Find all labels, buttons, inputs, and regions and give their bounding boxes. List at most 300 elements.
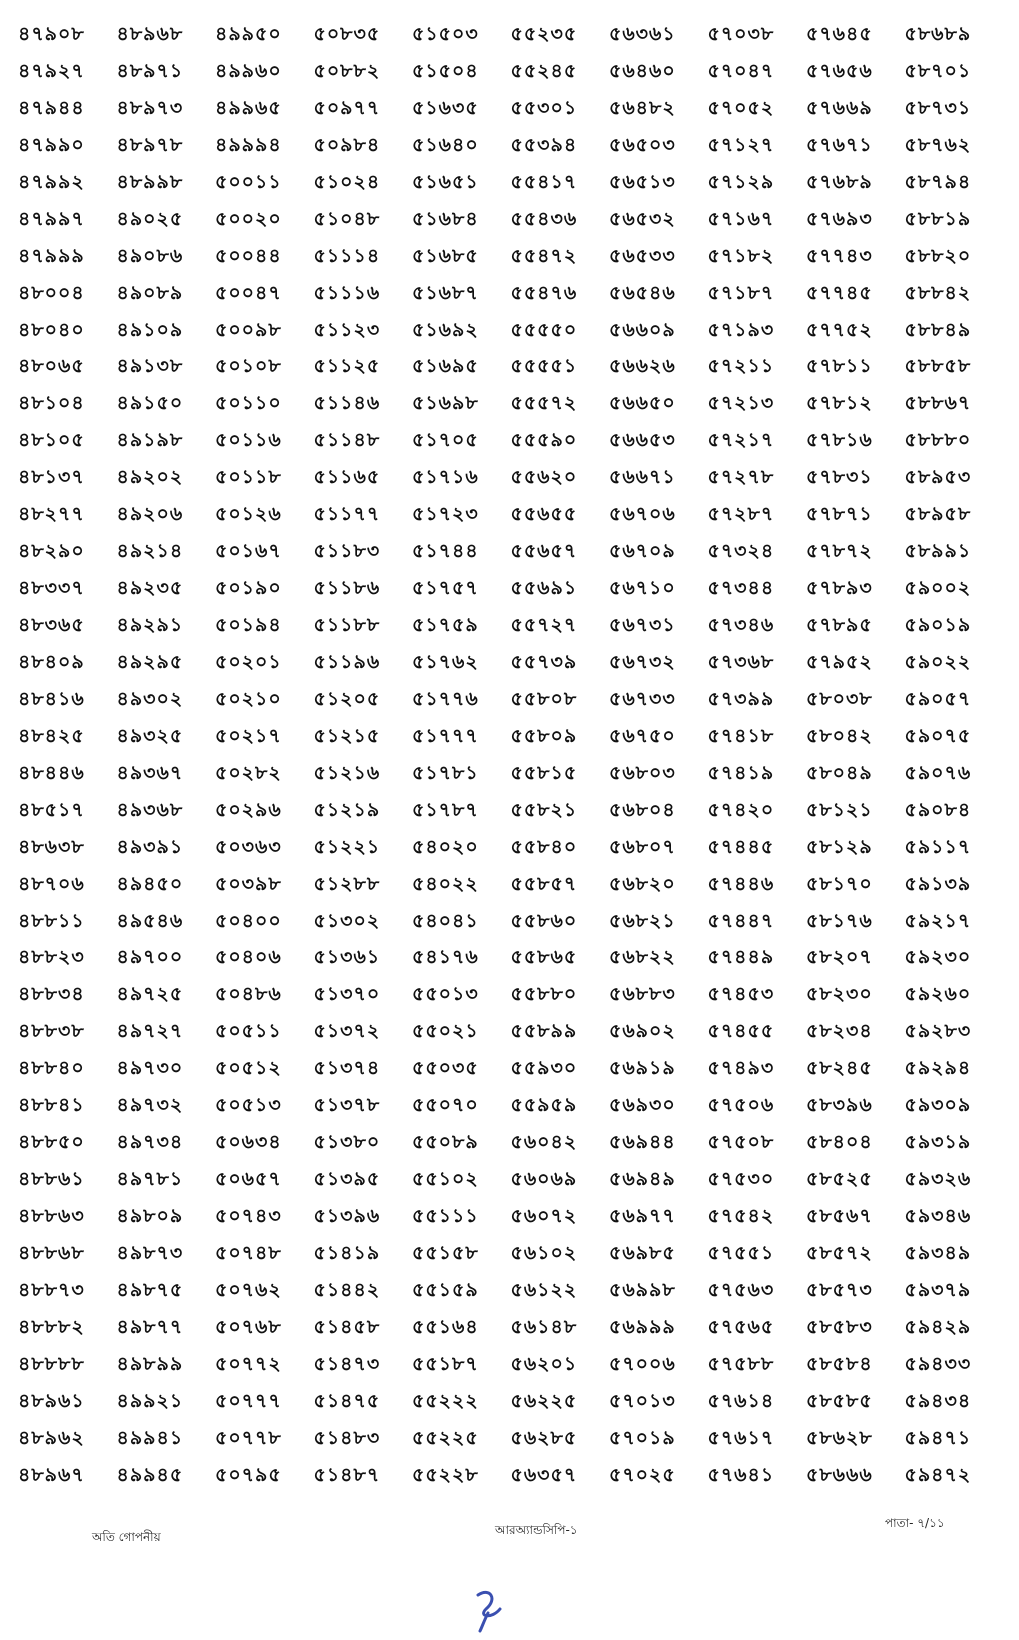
number-cell: ৫৭৭৪৫ <box>806 281 873 304</box>
number-cell: ৪৮৬৩৮ <box>18 835 85 858</box>
number-cell: ৫৭৬১৭ <box>707 1426 775 1449</box>
number-cell: ৫৬৫০৩ <box>609 133 676 156</box>
number-cell: ৫৮২৩০ <box>806 983 873 1006</box>
number-cell: ৫০৭৪৮ <box>215 1241 282 1264</box>
number-cell: ৪৮৯৬৮ <box>116 23 184 45</box>
number-cell: ৫১১৮৩ <box>313 540 381 563</box>
number-cell: ৪৮৮২৩ <box>18 946 85 969</box>
number-cell: ৫৮৮৮০ <box>904 429 972 452</box>
number-cell: ৫৮১৭৬ <box>806 909 873 932</box>
number-cell: ৫৯৩৪৯ <box>904 1241 972 1264</box>
number-cell: ৪৮৫১৭ <box>18 798 85 821</box>
number-cell: ৫৮২৪৫ <box>806 1057 873 1080</box>
number-cell: ৫৭৪৪৭ <box>707 909 775 932</box>
number-cell: ৫৬১০২ <box>510 1241 578 1264</box>
number-cell: ৫১৩৭০ <box>313 983 381 1006</box>
number-cell: ৫৮৮৫৮ <box>904 355 972 378</box>
number-cell: ৫৫১৮৭ <box>412 1352 479 1375</box>
number-cell: ৫১৩৭৪ <box>313 1057 381 1080</box>
number-cell: ৫৫৮১৫ <box>510 761 578 784</box>
number-cell: ৫০০১১ <box>215 170 282 193</box>
number-cell: ৫৬৯৪৯ <box>609 1168 676 1191</box>
number-cell: ৪৯৯৪৫ <box>116 1463 184 1486</box>
number-cell: ৫৫৭২৭ <box>510 614 578 636</box>
number-cell: ৫৬৩৬১ <box>609 23 676 45</box>
number-cell: ৫৯৩২৬ <box>904 1168 972 1191</box>
number-cell: ৫৫৫৫১ <box>510 355 578 378</box>
number-cell: ৪৭৯৪৪ <box>18 96 85 119</box>
number-cell: ৪৮৮৩৪ <box>18 983 85 1006</box>
number-cell: ৫০৭৭৭ <box>215 1389 282 1412</box>
number-cell: ৫৫১৫৮ <box>412 1241 479 1264</box>
number-cell: ৫৭৮৯৩ <box>806 577 873 600</box>
number-cell: ৫৭৬৪১ <box>707 1463 775 1486</box>
number-cell: ৫৭৪১৮ <box>707 724 775 747</box>
number-cell: ৫১২২১ <box>313 835 381 858</box>
number-cell: ৪৯২৯১ <box>116 614 184 636</box>
number-cell: ৫৭৮১১ <box>806 355 873 378</box>
number-cell: ৫৬৯৪৪ <box>609 1131 676 1154</box>
number-cell: ৪৮৮৬৩ <box>18 1205 85 1227</box>
number-cell: ৫৮৭৯৪ <box>904 170 972 193</box>
number-cell: ৪৯৭৩৪ <box>116 1131 184 1154</box>
number-cell: ৫৬৪৮২ <box>609 96 676 119</box>
number-cell: ৫৭৪৪৫ <box>707 835 775 858</box>
number-cell: ৫০২১৭ <box>215 724 282 747</box>
number-cell: ৫১১৪৮ <box>313 429 381 452</box>
number-cell: ৫৭০৪৭ <box>707 59 775 82</box>
number-cell: ৫৮৭৩১ <box>904 96 972 119</box>
number-cell: ৫৮৫২৫ <box>806 1168 873 1191</box>
number-cell: ৫৭১২৭ <box>707 133 775 156</box>
number-cell: ৫৯৪৭২ <box>904 1463 972 1486</box>
number-cell: ৫৮৯৯১ <box>904 540 972 563</box>
number-cell: ৫৭৮১৬ <box>806 429 873 452</box>
number-cell: ৫৬৯০২ <box>609 1020 676 1043</box>
number-cell: ৪৯৭২৭ <box>116 1020 184 1043</box>
number-cell: ৫৬০৭২ <box>510 1205 578 1227</box>
number-cell: ৪৯৩৬৭ <box>116 761 184 784</box>
number-cell: ৫৭১৯৩ <box>707 318 775 341</box>
number-cell: ৫৬৬০৯ <box>609 318 676 341</box>
number-cell: ৫১৪৮৩ <box>313 1426 381 1449</box>
number-cell: ৫৯৩০৯ <box>904 1094 972 1117</box>
number-cell: ৫৭৪৫৩ <box>707 983 775 1006</box>
number-cell: ৫১৭৫৯ <box>412 614 479 636</box>
number-cell: ৫০১০৮ <box>215 355 282 378</box>
number-cell: ৫৭২১৭ <box>707 429 775 452</box>
number-cell: ৫৭৬৬৯ <box>806 96 873 119</box>
number-cell: ৫০৭৬৮ <box>215 1315 282 1338</box>
number-cell: ৫৯০১৯ <box>904 614 972 636</box>
number-cell: ৫৬৯৩০ <box>609 1094 676 1117</box>
number-cell: ৫৯২১৭ <box>904 909 972 932</box>
number-cell: ৪৯৯৪১ <box>116 1426 184 1449</box>
number-cell: ৫৬৭৩২ <box>609 650 676 673</box>
number-cell: ৫০৭৯৫ <box>215 1463 282 1486</box>
number-cell: ৫১৭৫৭ <box>412 577 479 600</box>
number-cell: ৫৭৬৪৫ <box>806 23 873 45</box>
number-cell: ৪৯৮৭৭ <box>116 1315 184 1338</box>
number-cell: ৫৫৯৫৯ <box>510 1094 578 1117</box>
number-cell: ৫০৯৮৪ <box>313 133 381 156</box>
number-cell: ৪৯১০৯ <box>116 318 184 341</box>
number-cell: ৫০১৯৪ <box>215 614 282 636</box>
number-cell: ৫৬২৮৫ <box>510 1426 578 1449</box>
number-cell: ৫৬৮৮৩ <box>609 983 676 1006</box>
number-cell: ৫৬৬৫৩ <box>609 429 676 452</box>
number-cell: ৫৮০৪৯ <box>806 761 873 784</box>
number-cell: ৫১১৯৬ <box>313 650 381 673</box>
number-cell: ৫৭৩৪৪ <box>707 577 775 600</box>
number-cell: ৫৬৩৫৭ <box>510 1463 578 1486</box>
number-cell: ৫১৬৮৫ <box>412 244 479 267</box>
number-cell: ৪৯৭৩২ <box>116 1094 184 1117</box>
number-cell: ৫৬৮০৩ <box>609 761 676 784</box>
number-cell: ৫৭১৮২ <box>707 244 775 267</box>
number-cell: ৫৮৬৮৯ <box>904 23 972 45</box>
number-cell: ৫৬১৪৮ <box>510 1315 578 1338</box>
number-cell: ৫০৭৪৩ <box>215 1205 282 1227</box>
number-cell: ৫৯২৮৩ <box>904 1020 972 1043</box>
number-cell: ৫৭২৮৭ <box>707 503 775 526</box>
number-cell: ৫৫১৬৪ <box>412 1315 479 1338</box>
number-cell: ৫৬৬৭১ <box>609 466 676 489</box>
number-cell: ৫৮৫৮৩ <box>806 1315 873 1338</box>
number-cell: ৫৫১০২ <box>412 1168 479 1191</box>
number-cell: ৫৫৮০৮ <box>510 687 578 710</box>
number-cell: ৪৯৩৬৮ <box>116 798 184 821</box>
number-cell: ৫০০৯৮ <box>215 318 282 341</box>
number-cell: ৫৬৯১৯ <box>609 1057 676 1080</box>
number-cell: ৫০৫১৩ <box>215 1094 282 1117</box>
number-cell: ৫১০২৪ <box>313 170 381 193</box>
number-cell: ৪৯৩২৫ <box>116 724 184 747</box>
number-cell: ৪৮১৩৭ <box>18 466 85 489</box>
number-cell: ৫১৩০২ <box>313 909 381 932</box>
number-cell: ৫৫৮৬৫ <box>510 946 578 969</box>
number-cell: ৫১২৮৮ <box>313 872 381 895</box>
number-cell: ৫৮৮৪৯ <box>904 318 972 341</box>
number-cell: ৫৬৫৩৩ <box>609 244 676 267</box>
signature-icon <box>468 1585 508 1633</box>
number-cell: ৪৯৭৩০ <box>116 1057 184 1080</box>
number-cell: ৫৮৭০১ <box>904 59 972 82</box>
number-cell: ৫১৪৫৮ <box>313 1315 381 1338</box>
number-cell: ৪৮৯৭৮ <box>116 133 184 156</box>
number-cell: ৫৯০৭৫ <box>904 724 972 747</box>
number-cell: ৫৫২২২ <box>412 1389 479 1412</box>
number-cell: ৫৫১৫৯ <box>412 1278 479 1301</box>
number-cell: ৫৬৯৮৫ <box>609 1241 676 1264</box>
number-cell: ৫৭৬৮৯ <box>806 170 873 193</box>
number-cell: ৪৯৮৯৯ <box>116 1352 184 1375</box>
number-cell: ৫১৩৬১ <box>313 946 381 969</box>
number-cell: ৪৯৯২১ <box>116 1389 184 1412</box>
number-cell: ৫৬৮২২ <box>609 946 676 969</box>
number-cell: ৪৯১৫০ <box>116 392 184 415</box>
number-cell: ৪৮৮৮২ <box>18 1315 85 1338</box>
number-cell: ৪৯৯৫০ <box>215 23 282 45</box>
number-cell: ৫৬৫৪৬ <box>609 281 676 304</box>
number-cell: ৫৬৯৯৮ <box>609 1278 676 1301</box>
number-cell: ৪৯১৩৮ <box>116 355 184 378</box>
number-cell: ৪৮৯৯৮ <box>116 170 184 193</box>
number-cell: ৫৯৩৪৬ <box>904 1205 972 1227</box>
number-cell: ৪৮৯৬১ <box>18 1389 85 1412</box>
number-cell: ৫১৫০৪ <box>412 59 479 82</box>
number-cell: ৫০১২৬ <box>215 503 282 526</box>
number-cell: ৫৬১২২ <box>510 1278 578 1301</box>
number-cell: ৫১৭৭৬ <box>412 687 479 710</box>
number-cell: ৫১১১৬ <box>313 281 381 304</box>
number-cell: ৫৯২৬০ <box>904 983 972 1006</box>
number-cell: ৫১১৮৮ <box>313 614 381 636</box>
number-cell: ৫৮১২১ <box>806 798 873 821</box>
number-cell: ৫৭৪৫৫ <box>707 1020 775 1043</box>
number-cell: ৪৮৩৩৭ <box>18 577 85 600</box>
number-cell: ৫১৩৭৮ <box>313 1094 381 1117</box>
number-cell: ৫০২৮২ <box>215 761 282 784</box>
number-grid <box>18 16 1003 1494</box>
number-cell: ৫৮৩৯৬ <box>806 1094 873 1117</box>
number-cell: ৪৮৪২৫ <box>18 724 85 747</box>
number-cell: ৫৬৭৫০ <box>609 724 676 747</box>
number-cell: ৫৭৪১৯ <box>707 761 775 784</box>
number-cell: ৫০০২০ <box>215 207 282 230</box>
number-cell: ৫১৬৩৫ <box>412 96 479 119</box>
number-cell: ৫১২০৫ <box>313 687 381 710</box>
number-cell: ৫১১৭৭ <box>313 503 381 526</box>
number-cell: ৫৭৫৪২ <box>707 1205 775 1227</box>
number-cell: ৫৫৮০৯ <box>510 724 578 747</box>
number-cell: ৫৯৪২৯ <box>904 1315 972 1338</box>
number-cell: ৫৭৮৭১ <box>806 503 873 526</box>
number-cell: ৪৯২১৪ <box>116 540 184 563</box>
number-cell: ৫৬৪৬০ <box>609 59 676 82</box>
number-cell: ৫৮৫৭২ <box>806 1241 873 1264</box>
number-cell: ৫১২১৬ <box>313 761 381 784</box>
number-cell: ৪৯৮৭৩ <box>116 1241 184 1264</box>
number-cell: ৫৯০৭৬ <box>904 761 972 784</box>
number-cell: ৪৮১০৪ <box>18 392 85 415</box>
number-cell: ৫৪০৪১ <box>412 909 479 932</box>
number-cell: ৫৬৭০৯ <box>609 540 676 563</box>
number-cell: ৫৫৮৪০ <box>510 835 578 858</box>
number-cell: ৫০১৯০ <box>215 577 282 600</box>
number-cell: ৪৭৯৯০ <box>18 133 85 156</box>
number-cell: ৫০৫১১ <box>215 1020 282 1043</box>
number-cell: ৫৫৬৯১ <box>510 577 578 600</box>
number-cell: ৫৭৪৪৯ <box>707 946 775 969</box>
number-cell: ৫৫০৮৯ <box>412 1131 479 1154</box>
number-cell: ৪৭৯৯৭ <box>18 207 85 230</box>
number-cell: ৪৯১৯৮ <box>116 429 184 452</box>
number-cell: ৪৮২৯০ <box>18 540 85 563</box>
number-cell: ৪৯০৮৬ <box>116 244 184 267</box>
number-cell: ৫১৭১৬ <box>412 466 479 489</box>
number-cell: ৫৬৭৩১ <box>609 614 676 636</box>
number-cell: ৫০২১০ <box>215 687 282 710</box>
number-cell: ৫৫১১১ <box>412 1205 479 1227</box>
number-cell: ৫৭৩২৪ <box>707 540 775 563</box>
number-cell: ৫৯১৩৯ <box>904 872 972 895</box>
number-cell: ৪৯৯৬৫ <box>215 96 282 119</box>
number-cell: ৫১৬৯২ <box>412 318 479 341</box>
number-cell: ৫০৭৬২ <box>215 1278 282 1301</box>
number-cell: ৫১২১৯ <box>313 798 381 821</box>
number-cell: ৫৫৬২০ <box>510 466 578 489</box>
number-cell: ৫১৭০৫ <box>412 429 479 452</box>
number-cell: ৪৯৩০২ <box>116 687 184 710</box>
number-cell: ৫৭০২৫ <box>609 1463 676 1486</box>
number-cell: ৫৬২২৫ <box>510 1389 578 1412</box>
number-cell: ৪৮০০৪ <box>18 281 85 304</box>
number-cell: ৫৭৮৭২ <box>806 540 873 563</box>
number-cell: ৫০০৪৭ <box>215 281 282 304</box>
number-cell: ৪৯৫৪৬ <box>116 909 184 932</box>
number-cell: ৫০৮৮২ <box>313 59 381 82</box>
number-cell: ৪৭৯০৮ <box>18 23 85 45</box>
number-cell: ৫৯০০২ <box>904 577 972 600</box>
number-cell: ৫১১৬৫ <box>313 466 381 489</box>
number-cell: ৫০৬৫৭ <box>215 1168 282 1191</box>
number-cell: ৫৯০৫৭ <box>904 687 972 710</box>
number-cell: ৫০২৯৬ <box>215 798 282 821</box>
confidential-label: অতি গোপনীয় <box>92 1530 161 1544</box>
number-cell: ৫৭১৮৭ <box>707 281 775 304</box>
number-cell: ৫০৫১২ <box>215 1057 282 1080</box>
number-cell: ৫৫২২৮ <box>412 1463 479 1486</box>
number-cell: ৫৯৪৭১ <box>904 1426 972 1449</box>
number-cell: ৫০৭৭৮ <box>215 1426 282 1449</box>
number-cell: ৫৭৭৪৩ <box>806 244 873 267</box>
number-cell: ৪৭৯৯২ <box>18 170 85 193</box>
number-cell: ৫৬৭০৬ <box>609 503 676 526</box>
number-cell: ৫৬০৬৯ <box>510 1168 578 1191</box>
number-cell: ৪৯৯৬০ <box>215 59 282 82</box>
number-cell: ৫০৪৮৬ <box>215 983 282 1006</box>
number-cell: ৫০৬৩৪ <box>215 1131 282 1154</box>
number-cell: ৫১১৪৬ <box>313 392 381 415</box>
number-cell: ৪৮০৪০ <box>18 318 85 341</box>
number-cell: ৫১১১৪ <box>313 244 381 267</box>
number-cell: ৫১৩৮০ <box>313 1131 381 1154</box>
number-cell: ৪৯২০২ <box>116 466 184 489</box>
number-cell: ৫৫৪৩৬ <box>510 207 578 230</box>
number-cell: ৫১১২৫ <box>313 355 381 378</box>
number-cell: ৪৯৩৯১ <box>116 835 184 858</box>
number-cell: ৫৮১৭০ <box>806 872 873 895</box>
number-cell: ৫৬৮২০ <box>609 872 676 895</box>
number-cell: ৪৮৮৫০ <box>18 1131 85 1154</box>
number-cell: ৫৭৫৮৮ <box>707 1352 775 1375</box>
number-cell: ৫৬৭৩৩ <box>609 687 676 710</box>
number-cell: ৫৭৪২০ <box>707 798 775 821</box>
number-cell: ৫০১১০ <box>215 392 282 415</box>
number-cell: ৫৭০১৯ <box>609 1426 676 1449</box>
number-cell: ৫৫৮৯৯ <box>510 1020 578 1043</box>
number-cell: ৪৯২৯৫ <box>116 650 184 673</box>
number-cell: ৫১৪৭৫ <box>313 1389 381 1412</box>
number-cell: ৫৭০০৬ <box>609 1352 676 1375</box>
number-cell: ৫৫৫৯০ <box>510 429 578 452</box>
number-cell: ৫৫৪১৭ <box>510 170 578 193</box>
number-cell: ৫১৪১৯ <box>313 1241 381 1264</box>
number-cell: ৪৯৭২৫ <box>116 983 184 1006</box>
number-cell: ৫৫৫৫০ <box>510 318 578 341</box>
number-cell: ৫৯৪৩৪ <box>904 1389 972 1412</box>
number-cell: ৪৮২৭৭ <box>18 503 85 526</box>
number-cell: ৫৫৯৩০ <box>510 1057 578 1080</box>
number-cell: ৫৭৩৬৮ <box>707 650 775 673</box>
number-cell: ৫৭১৬৭ <box>707 207 775 230</box>
number-cell: ৫৭৬৫৬ <box>806 59 873 82</box>
number-cell: ৫৮৫৮৪ <box>806 1352 873 1375</box>
number-cell: ৫৫৪৭২ <box>510 244 578 267</box>
number-cell: ৫৮৬৬৬ <box>806 1463 873 1486</box>
number-cell: ৫১৬৯৮ <box>412 392 479 415</box>
number-cell: ৫০১১৮ <box>215 466 282 489</box>
number-cell: ৫১৪৭৩ <box>313 1352 381 1375</box>
number-cell: ৪৯০৮৯ <box>116 281 184 304</box>
number-cell: ৫৮০৪২ <box>806 724 873 747</box>
number-cell: ৫৫০৩৫ <box>412 1057 479 1080</box>
number-cell: ৪৮৪০৯ <box>18 650 85 673</box>
number-cell: ৪৯০২৫ <box>116 207 184 230</box>
number-cell: ৫১১২৩ <box>313 318 381 341</box>
number-cell: ৫৬৭১০ <box>609 577 676 600</box>
number-cell: ৫৯২৯৪ <box>904 1057 972 1080</box>
number-cell: ৫০৯৭৭ <box>313 96 381 119</box>
number-cell: ৪৭৯২৭ <box>18 59 85 82</box>
number-cell: ৫০১৬৭ <box>215 540 282 563</box>
number-cell: ৫৬২০১ <box>510 1352 578 1375</box>
number-cell: ৫১৪৪২ <box>313 1278 381 1301</box>
number-cell: ৫১৩৯৫ <box>313 1168 381 1191</box>
number-cell: ৫৫৪৭৬ <box>510 281 578 304</box>
number-cell: ৫৮৯৫৩ <box>904 466 972 489</box>
number-cell: ৫৯২৩০ <box>904 946 972 969</box>
number-cell: ৫৭১২৯ <box>707 170 775 193</box>
number-cell: ৫৭৮৯৫ <box>806 614 873 636</box>
number-cell: ৫৯০২২ <box>904 650 972 673</box>
number-cell: ৫১৭৬২ <box>412 650 479 673</box>
number-cell: ৫০৭৭২ <box>215 1352 282 1375</box>
number-cell: ৪৯৮০৯ <box>116 1205 184 1227</box>
number-cell: ৫৭৭৫২ <box>806 318 873 341</box>
number-cell: ৪৮৮৬৮ <box>18 1241 85 1264</box>
number-cell: ৫৭৫০৮ <box>707 1131 775 1154</box>
number-cell: ৫৫০১৩ <box>412 983 479 1006</box>
number-cell: ৫৭০৫২ <box>707 96 775 119</box>
number-cell: ৫১৭৮৭ <box>412 798 479 821</box>
number-cell: ৪৯৮৭৫ <box>116 1278 184 1301</box>
number-cell: ৫১৬৮৭ <box>412 281 479 304</box>
number-cell: ৫৭৩৯৯ <box>707 687 775 710</box>
page-number: পাতা- ৭/১১ <box>885 1516 945 1530</box>
number-cell: ৫৯৪৩৩ <box>904 1352 972 1375</box>
number-cell: ৫৫৮৫৭ <box>510 872 578 895</box>
number-cell: ৫১৭৭৭ <box>412 724 479 747</box>
number-cell: ৫৫৮৮০ <box>510 983 578 1006</box>
number-cell: ৫৭২১৩ <box>707 392 775 415</box>
number-cell: ৫৭৫৬৫ <box>707 1315 775 1338</box>
number-cell: ৫৬৯৭৭ <box>609 1205 676 1227</box>
number-cell: ৫৫২৪৫ <box>510 59 578 82</box>
number-cell: ৫৫৩৯৪ <box>510 133 578 156</box>
number-cell: ৫৬৮০৪ <box>609 798 676 821</box>
